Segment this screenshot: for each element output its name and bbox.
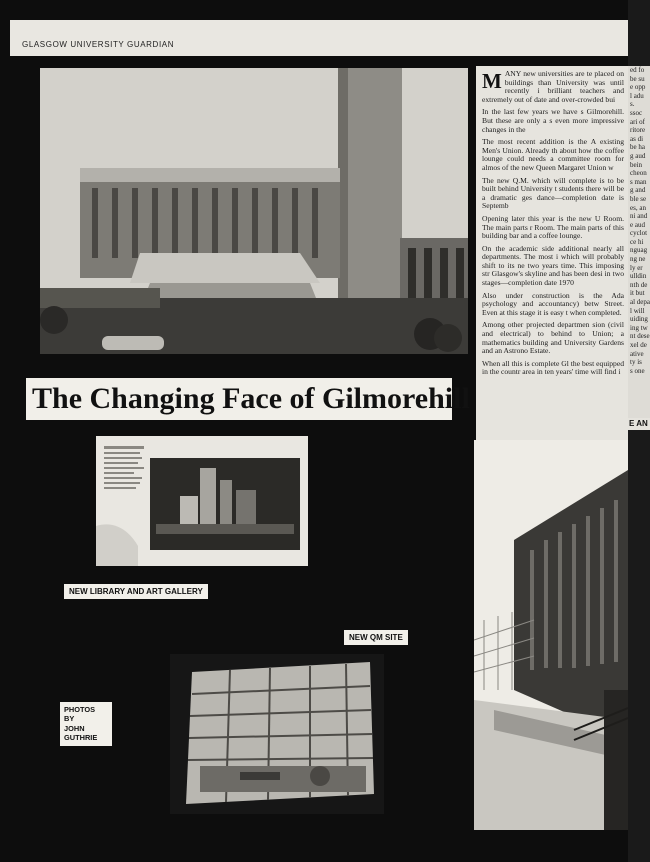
- adjacent-column-line: ative: [630, 349, 644, 358]
- credit-line: JOHN: [64, 723, 85, 733]
- adjacent-column-line: e aud: [630, 220, 645, 229]
- adjacent-column-line: ing tw: [630, 323, 648, 332]
- adjacent-column-line: it but: [630, 289, 645, 298]
- adjacent-column-line: ty is: [630, 358, 642, 367]
- building-photo-right: [474, 440, 628, 830]
- adjacent-column-line: s.: [630, 100, 635, 109]
- adjacent-column-line: bein: [630, 160, 643, 169]
- qm-site-photo: [170, 654, 384, 814]
- adjacent-column-line: as di: [630, 134, 644, 143]
- adjacent-column-line: al depa: [630, 298, 650, 307]
- masthead: GLASGOW UNIVERSITY GUARDIAN: [22, 40, 175, 49]
- building-illustration-right: [474, 440, 628, 830]
- credit-line: PHOTOS: [64, 705, 96, 714]
- article-column: [476, 66, 628, 448]
- article-paragraph-8: Among other projected departmen sion (civil and electrical) to behind to Union; a mathematics building and University Gardens and an Astrono Estate.: [482, 320, 624, 356]
- headline: The Changing Face of Gilmorehill: [32, 382, 470, 415]
- credit-line: GUTHRIE: [64, 733, 98, 743]
- library-art-gallery-drawing: [96, 436, 308, 566]
- adjacent-column-line: es, an: [630, 203, 646, 212]
- article-paragraph-3: The most recent addition is the A existing Men's Union. Already th about how the coffee lounge could needs a committee room for almos of the new Queen Margaret Union w: [482, 137, 624, 172]
- article-paragraph-5: Opening later this year is the new U Room. The main parts r Room. The main parts of this building bar and a coffee lounge.: [482, 213, 624, 241]
- adjacent-column-line: s man: [630, 177, 647, 186]
- adjacent-column-line: ly er: [630, 263, 643, 272]
- credit-line: BY: [64, 714, 75, 724]
- library-model-illustration: [96, 436, 308, 566]
- adjacent-column-line: cheon: [630, 169, 647, 178]
- adjacent-column-line: l adu: [630, 91, 644, 100]
- article-paragraph-1: MANY new universities are te placed on buildings than University was until recently i brilliant teachers and extremely out of date and over-crowded bui: [482, 69, 624, 104]
- caption-qm-site: NEW QM SITE: [344, 630, 408, 645]
- adjacent-column-line: ed fo: [630, 66, 645, 74]
- adjacent-column-line: ble se: [630, 194, 647, 203]
- adjacent-column-line: g aud: [630, 151, 646, 160]
- adjacent-column-line: nguag: [630, 246, 648, 255]
- qm-site-illustration: [170, 654, 384, 814]
- main-building-photo: [40, 68, 468, 354]
- adjacent-column-line: ssoc: [630, 108, 643, 117]
- article-paragraph-4: The new Q.M. which will complete is to be built behind University t students there will be a dramatic ges dance—completion date is Septemb: [482, 175, 624, 211]
- article-paragraph-7: Also under construction is the Ada psychology and accountancy) betw Street. Even at this stage it is easy t when completed.: [482, 290, 624, 317]
- masthead-strip: [10, 20, 628, 56]
- adjacent-column-line: ulldin: [630, 272, 647, 281]
- adjacent-column-line: uiding: [630, 315, 648, 324]
- adjacent-column-line: cyclot: [630, 229, 648, 238]
- adjacent-column-line: s one: [630, 366, 645, 375]
- article-paragraph-2: In the last few years we have s Gilmorehill. But these are only a s even more impressive changes in the: [482, 107, 624, 134]
- adjacent-heading: E AN: [628, 418, 650, 430]
- photo-credits: [60, 702, 112, 746]
- adjacent-column-line: g and: [630, 186, 646, 195]
- adjacent-column-line: ng ne: [630, 255, 646, 264]
- adjacent-column-line: ce hi: [630, 237, 644, 246]
- adjacent-column-line: ari of: [630, 117, 645, 126]
- main-building-illustration: [40, 68, 468, 354]
- drop-cap: M: [482, 69, 502, 93]
- adjacent-column-text: [628, 66, 650, 418]
- adjacent-column-line: ritore: [630, 126, 646, 135]
- adjacent-column-line: xel de: [630, 341, 647, 349]
- caption-library: NEW LIBRARY AND ART GALLERY: [64, 584, 208, 599]
- adjacent-column-line: e opp: [630, 83, 646, 92]
- adjacent-column-line: l will: [630, 306, 645, 315]
- adjacent-column-line: nt dese: [630, 332, 650, 341]
- adjacent-column-line: be su: [630, 74, 645, 83]
- adjacent-column-line: be ha: [630, 143, 645, 152]
- article-paragraph-9: When all this is complete Gl the best equipped in the countr area in ten years' time will find i: [482, 358, 624, 377]
- adjacent-column-line: ni and: [630, 212, 648, 221]
- adjacent-column-line: nth de: [630, 280, 648, 289]
- article-paragraph-6: On the academic side additional nearly all departments. The most i which will probably shift to its ne two years time. This imposing str Glasgow's skyline and has been desi in two stages—completion date 1970: [482, 243, 624, 288]
